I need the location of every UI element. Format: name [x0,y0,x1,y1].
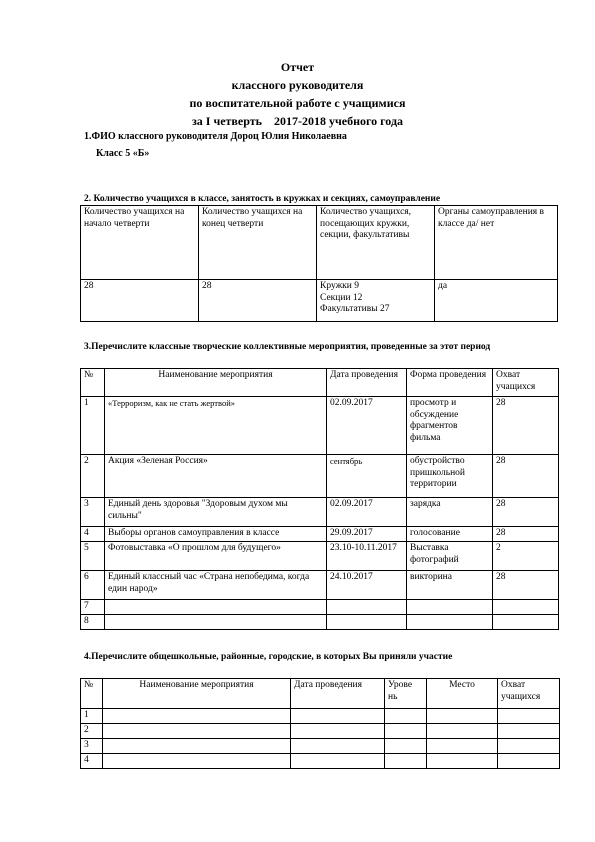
row-num: 5 [81,542,105,571]
section1-teacher [84,131,347,142]
row-form [407,615,493,630]
section4-header-row [81,679,560,709]
row-form: голосование [407,527,493,542]
title-line-1: Отчет [280,60,315,74]
electives-count: Факультативы 27 [320,304,390,314]
selfgov-value: да [435,280,558,322]
section2-data-row [81,280,558,322]
row-event-name: Акция «Зеленая Россия» [105,455,327,498]
end-count: 28 [199,280,317,322]
header-end-count: Количество учащихся на конец четверти [199,206,317,280]
table-row [81,542,559,571]
row-num: 7 [81,600,105,615]
row-reach [493,600,559,615]
table-row [81,739,560,754]
row-form: зарядка [407,498,493,527]
section2-table [80,205,558,322]
table-row [81,600,559,615]
row-num: 4 [81,754,103,769]
table-row [81,455,559,498]
row-reach: 2 [493,542,559,571]
header-clubs-count: Количество учащихся, посещающих кружки, секции, факультативы [317,206,435,280]
header-reach: Охват учащихся [493,369,559,397]
row-date [327,600,407,615]
row-date [327,615,407,630]
row-num: 4 [81,527,105,542]
section1-label: 1.ФИО классного руководителя [84,131,228,142]
table-row [81,498,559,527]
header-event-name: Наименование мероприятия [105,369,327,397]
row-event-name [105,615,327,630]
row-reach: 28 [493,455,559,498]
header-date: Дата проведения [291,679,385,709]
row-date: 02.09.2017 [327,397,407,455]
title-line-2: классного руководителя [231,78,364,92]
section3-title: 3.Перечислите классные творческие коллективные мероприятия, проведенные за этот период [84,342,491,352]
row-event-name [105,600,327,615]
row-date: 02.09.2017 [327,498,407,527]
clubs-cell [317,280,435,322]
row-num: 1 [81,397,105,455]
table-row [81,709,560,724]
row-reach: 28 [493,397,559,455]
row-reach: 28 [493,527,559,542]
table-row [81,527,559,542]
header-place: Место [427,679,498,709]
class-name: Класс 5 «Б» [96,148,150,159]
header-selfgov: Органы самоуправления в классе да/ нет [435,206,558,280]
section2-header-row [81,206,558,280]
row-date: сентябрь [327,455,407,498]
row-event-name: Фотовыставка «О прошлом для будущего» [105,542,327,571]
table-row [81,397,559,455]
row-date: 23.10-10.11.2017 [327,542,407,571]
header-num: № [81,369,105,397]
row-date: 24.10.2017 [327,571,407,600]
header-reach: Охват учащихся [498,679,560,709]
row-event-name: «Терроризм, как не стать жертвой» [105,397,327,455]
teacher-name: Дороц Юлия Николаевна [230,131,347,142]
table-row [81,754,560,769]
section3-table [80,368,559,630]
start-count: 28 [81,280,199,322]
header-start-count: Количество учащихся на начало четверти [81,206,199,280]
row-num: 3 [81,498,105,527]
sections-count: Секции 12 [320,292,363,303]
section2-title: 2. Количество учащихся в классе, занятость в кружках и секциях, самоуправление [84,194,441,204]
row-reach [493,615,559,630]
header-level: Урове нь [385,679,427,709]
header-date: Дата проведения [327,369,407,397]
header-num: № [81,679,103,709]
header-form: Форма проведения [407,369,493,397]
row-form [407,600,493,615]
row-event-name: Выборы органов самоуправления в классе [105,527,327,542]
section4-title: 4.Перечислите общешкольные, районные, городские, в которых Вы приняли участие [84,652,453,662]
row-event-name: Единый день здоровья "Здоровым духом мы сильны" [105,498,327,527]
row-form: Выставка фотографий [407,542,493,571]
row-num: 1 [81,709,103,724]
row-num: 2 [81,724,103,739]
row-num: 8 [81,615,105,630]
row-date: 29.09.2017 [327,527,407,542]
section4-table [80,678,560,769]
row-form: викторина [407,571,493,600]
header-event-name: Наименование мероприятия [103,679,291,709]
row-num: 2 [81,455,105,498]
table-row [81,615,559,630]
clubs-count: Кружки 9 [320,281,359,291]
row-num: 3 [81,739,103,754]
report-title [0,58,595,130]
row-reach: 28 [493,571,559,600]
row-num: 6 [81,571,105,600]
row-event-name: Единый классный час «Страна непобедима, когда един народ» [105,571,327,600]
table-row [81,724,560,739]
row-form: просмотр и обсуждение фрагментов фильма [407,397,493,455]
title-line-4: за I четверть 2017-2018 учебного года [191,114,404,128]
title-line-3: по воспитательной работе с учащимися [189,96,406,110]
section3-header-row [81,369,559,397]
row-reach: 28 [493,498,559,527]
row-form: обустройство пришкольной территории [407,455,493,498]
table-row [81,571,559,600]
